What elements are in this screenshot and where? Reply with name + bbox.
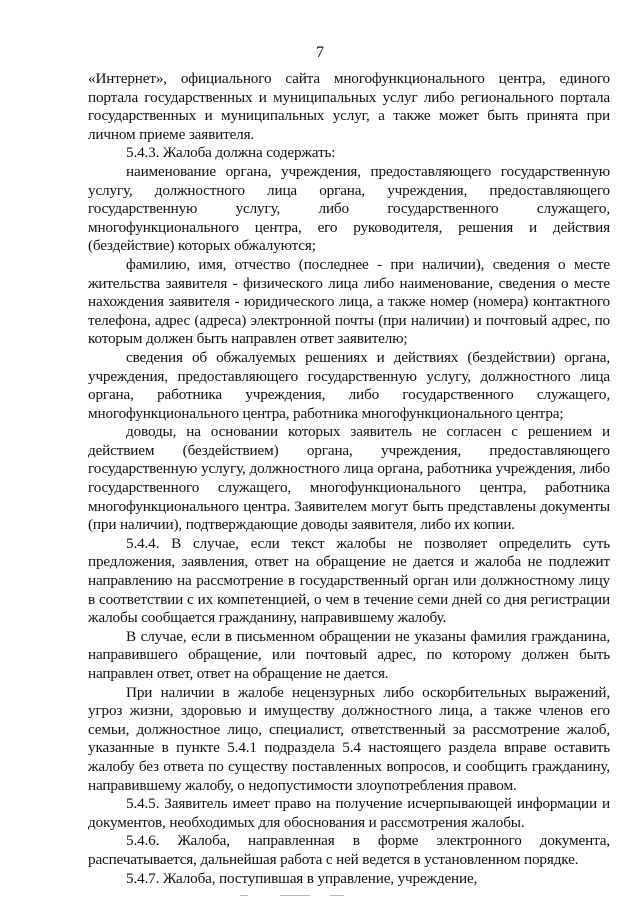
paragraph-5-4-4: 5.4.4. В случае, если текст жалобы не позволяет определить суть предложения, заявления, ответ на обращение не дается и жалоба не подлежит направлению на рассмотрение в государственный орган или должностному лицу в соответствии с их компетенцией, о чем в течение семи дней со дня регистрации жалобы сообщается гражданину, направившему жалобу. <box>88 534 610 627</box>
paragraph-5-4-5: 5.4.5. Заявитель имеет право на получение исчерпывающей информации и документов, необходимых для обоснования и рассмотрения жалобы. <box>88 795 610 831</box>
document-body <box>88 70 610 888</box>
paragraph-continuation: «Интернет», официального сайта многофункционального центра, единого портала государственных и муниципальных услуг либо регионального портала государственных и муниципальных услуг, а также может быть принята при личном приеме заявителя. <box>88 70 610 143</box>
paragraph-item: фамилию, имя, отчество (последнее - при наличии), сведения о месте жительства заявителя - физического лица либо наименование, сведения о месте нахождения заявителя - юридического лица, а также номер (номера) контактного телефона, адрес (адреса) электронной почты (при наличии) и почтовый адрес, по которым должен быть направлен ответ заявителю; <box>88 255 610 348</box>
paragraph: При наличии в жалобе нецензурных либо оскорбительных выражений, угроз жизни, здоровью и имуществу должностного лица, а также членов его семьи, должностное лицо, специалист, ответственный за рассмотрение жалоб, указанные в пункте 5.4.1 подраздела 5.4 настоящего раздела вправе оставить жалобу без ответа по существу поставленных вопросов, и сообщить гражданину, направившему жалобу, о недопустимости злоупотребления правом. <box>88 683 610 794</box>
scan-artifact <box>240 893 400 899</box>
paragraph-item: доводы, на основании которых заявитель не согласен с решением и действием (бездействием) органа, учреждения, предоставляющего государственную услугу, должностного лица органа, работника учреждения, либо государственного служащего, многофункционального центра, работника многофункционального центра. Заявителем могут быть представлены документы (при наличии), подтверждающие доводы заявителя, либо их копии. <box>88 423 610 534</box>
paragraph-5-4-7: 5.4.7. Жалоба, поступившая в управление, учреждение, <box>126 869 478 887</box>
paragraph-item: наименование органа, учреждения, предоставляющего государственную услугу, должностного лица органа, учреждения, предоставляющего государственную услугу, либо государственного служащего, многофункционального центра, его руководителя, решения и действия (бездействие) которых обжалуются; <box>88 162 610 255</box>
paragraph-5-4-6: 5.4.6. Жалоба, направленная в форме электронного документа, распечатывается, дальнейшая работа с ней ведется в установленном порядке. <box>88 832 610 868</box>
paragraph-5-4-3: 5.4.3. Жалоба должна содержать: <box>126 144 336 162</box>
page-number: 7 <box>316 44 324 61</box>
paragraph-item: сведения об обжалуемых решениях и действиях (бездействии) органа, учреждения, предоставляющего государственную услугу, должностного лица органа, работника учреждения, либо государственного служащего, многофункционального центра, работника многофункционального центра; <box>88 348 610 422</box>
paragraph: В случае, если в письменном обращении не указаны фамилия гражданина, направившего обращение, или почтовый адрес, по которому должен быть направлен ответ, ответ на обращение не дается. <box>88 627 610 682</box>
